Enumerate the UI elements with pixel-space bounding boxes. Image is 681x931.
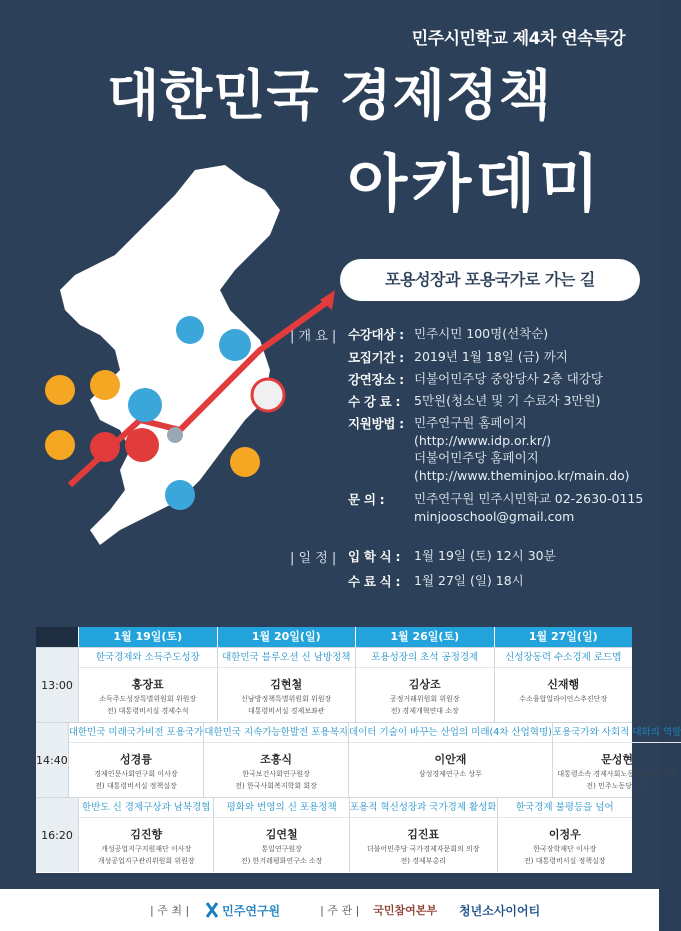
apply-line-3: 더불어민주당 홈페이지 [414, 450, 539, 465]
bulb-icon [45, 430, 75, 460]
speaker-desc: 신남방정책특별위원회 위원장 [241, 695, 332, 703]
lecture-topic: 포용성장의 초석 공정경제 [356, 648, 494, 668]
apply-label: 지원방법 : [348, 416, 404, 431]
organizer-org-2: 청년소사이어티 [459, 903, 541, 918]
lecture-speaker: 문성현 [601, 753, 633, 766]
schedule-time: 16:20 [36, 798, 78, 872]
dates-section-label: | 일 정 | [290, 551, 337, 566]
schedule-cell [349, 798, 497, 872]
lock-icon [167, 427, 183, 443]
lecture-speaker: 김진향 [130, 828, 163, 841]
lecture-speaker: 김진표 [407, 828, 440, 841]
speaker-desc: 전) 대통령비서실 정책실장 [95, 782, 177, 791]
overview-section-label: | 개 요 | [290, 329, 337, 344]
lecture-speaker: 조흥식 [260, 753, 293, 766]
people-icon [45, 375, 75, 405]
opening-value: 1월 19일 (토) 12시 30분 [414, 548, 556, 563]
lecture-topic: 신성장동력 수소경제 로드맵 [495, 648, 633, 668]
shield-icon [165, 480, 195, 510]
speaker-desc: 개성공업지구지원재단 이사장 [101, 845, 192, 853]
bank-icon [125, 428, 159, 462]
lecture-topic: 포용적 혁신성장과 국가경제 활성화 [350, 798, 497, 818]
schedule-time: 13:00 [36, 648, 78, 722]
lecture-speaker: 김연철 [265, 828, 298, 841]
fee-value: 5만원(청소년 및 기 수료자 3만원) [414, 393, 601, 408]
title-line-2: 아카데미 [347, 147, 603, 220]
schedule-cell [78, 798, 213, 872]
schedule-cell [497, 798, 632, 872]
lecture-topic: 한국경제와 소득주도성장 [79, 648, 217, 668]
schedule-row [36, 647, 632, 722]
schedule-row [36, 722, 681, 797]
speaker-desc: 대통령소속 경제사회노동위원회 위원장 [557, 770, 677, 778]
lecture-topic: 대한민국 블루오션 신 남방정책 [218, 648, 356, 668]
lecture-speaker: 김현철 [270, 678, 303, 691]
speaker-desc: 전) 한국사회복지학회 회장 [235, 782, 317, 791]
speaker-desc: 수소융합얼라이언스추진단장 [519, 695, 608, 703]
closing-value: 1월 27일 (일) 18시 [414, 573, 524, 588]
venue-label: 강연장소 : [348, 372, 404, 387]
opening-label: 입 학 식 : [348, 549, 401, 564]
speaker-desc: 공정거래위원회 위원장 [389, 695, 460, 703]
speaker-desc: 소득주도성장특별위원회 위원장 [99, 695, 197, 703]
lecture-topic: 대한민국 미래국가비전 포용국가 [69, 723, 204, 743]
target-value: 민주시민 100명(선착순) [414, 326, 549, 341]
contact-phone: 민주연구원 민주시민학교 02-2630-0115 [414, 491, 644, 506]
money-icon [128, 388, 162, 422]
speaker-desc: 대통령비서실 경제보좌관 [247, 707, 325, 716]
lecture-topic: 대한민국 지속가능한발전 포용복지 [204, 723, 348, 743]
schedule-time: 14:40 [36, 723, 68, 797]
target-label: 수강대상 : [348, 327, 404, 342]
lecture-speaker: 성경륭 [120, 753, 152, 766]
schedule-cell [203, 723, 348, 797]
fee-label: 수 강 료 : [348, 394, 401, 409]
schedule-cell [213, 798, 348, 872]
lecture-speaker: 이안재 [434, 753, 467, 766]
schedule-day: 1월 26일(토) [355, 627, 494, 647]
speaker-desc: 삼성경제연구소 상무 [418, 770, 482, 778]
speaker-desc: 한국장학재단 이사장 [533, 845, 597, 853]
lecture-speaker: 이정우 [548, 828, 581, 841]
schedule-cell [217, 648, 356, 722]
lecture-speaker: 홍장표 [131, 678, 164, 691]
venue-value: 더불어민주당 중앙당사 2층 대강당 [414, 371, 603, 386]
schedule-cell [355, 648, 494, 722]
target-icon [252, 379, 284, 411]
host-org-name: 민주연구원 [222, 903, 281, 918]
schedule-cell [348, 723, 552, 797]
schedule-day: 1월 19일(토) [78, 627, 217, 647]
trophy-icon [90, 370, 120, 400]
apply-line-4: (http://www.theminjoo.kr/main.do) [414, 467, 630, 483]
schedule-cell [552, 723, 681, 797]
schedule-header-row [36, 627, 632, 647]
speaker-desc: 전) 민주노동당 대표 [586, 782, 648, 791]
lecture-topic: 포용국가와 사회적 대화의 역할 [553, 723, 681, 743]
apply-line-1: 민주연구원 홈페이지 [414, 415, 527, 430]
schedule-corner [36, 627, 78, 647]
organizer-org-1: 국민참여본부 [373, 904, 438, 917]
schedule-day: 1월 27일(일) [494, 627, 633, 647]
speaker-desc: 더불어민주당 국가경제자문회의 의장 [366, 845, 480, 853]
contact-label: 문 의 : [348, 492, 385, 507]
schedule-cell [494, 648, 633, 722]
schedule-cell [68, 723, 204, 797]
host-org [205, 902, 280, 919]
money-bag-icon [230, 447, 260, 477]
globe-icon [176, 316, 204, 344]
speaker-desc: 통일연구원장 [261, 845, 302, 853]
apply-line-2: (http://www.idp.or.kr/) [414, 432, 552, 448]
contact-email: minjooschool@gmail.com [414, 508, 575, 524]
recruit-value: 2019년 1월 18일 (금) 까지 [414, 349, 568, 364]
speaker-desc: 전) 대통령비서실 경제수석 [106, 707, 189, 716]
closing-label: 수 료 식 : [348, 574, 401, 589]
speaker-desc: 개성공업지구관리위원회 위원장 [97, 857, 195, 866]
schedule-day: 1월 20일(일) [217, 627, 356, 647]
speaker-desc: 전) 대통령비서실 정책실장 [523, 857, 606, 866]
lecture-speaker: 김상조 [408, 678, 441, 691]
calculator-icon [90, 432, 120, 462]
organizer-label: | 주 관 | [320, 904, 360, 917]
lecture-topic: 한반도 신 경제구상과 남북경협 [79, 798, 213, 818]
footer [0, 889, 659, 931]
schedule-cell [78, 648, 217, 722]
series-label: 민주시민학교 제4차 연속특강 [411, 29, 625, 49]
speaker-desc: 한국보건사회연구원장 [242, 770, 310, 778]
lecture-topic: 데이터 기술이 바꾸는 산업의 미래(4차 산업혁명) [349, 723, 552, 743]
schedule-row [36, 797, 632, 872]
recruit-label: 모집기간 : [348, 350, 404, 365]
minjoo-institute-logo-icon [205, 902, 219, 918]
schedule-table [36, 627, 681, 873]
chart-icon [219, 329, 251, 361]
speaker-desc: 전) 경제부총리 [400, 857, 446, 866]
subtitle-pill: 포용성장과 포용국가로 가는 길 [340, 259, 640, 301]
title-line-1: 대한민국 경제정책 [106, 64, 553, 127]
overview-section [290, 325, 650, 594]
lecture-topic: 한국경제 불평등을 넘어 [498, 798, 632, 818]
speaker-desc: 경제인문사회연구회 이사장 [94, 770, 178, 778]
speaker-desc: 전) 경제개혁연대 소장 [390, 707, 459, 716]
lecture-speaker: 신재행 [547, 678, 580, 691]
host-label: | 주 최 | [150, 904, 190, 917]
speaker-desc: 전) 한겨레평화연구소 소장 [240, 857, 323, 866]
lecture-topic: 평화와 번영의 신 포용정책 [214, 798, 348, 818]
